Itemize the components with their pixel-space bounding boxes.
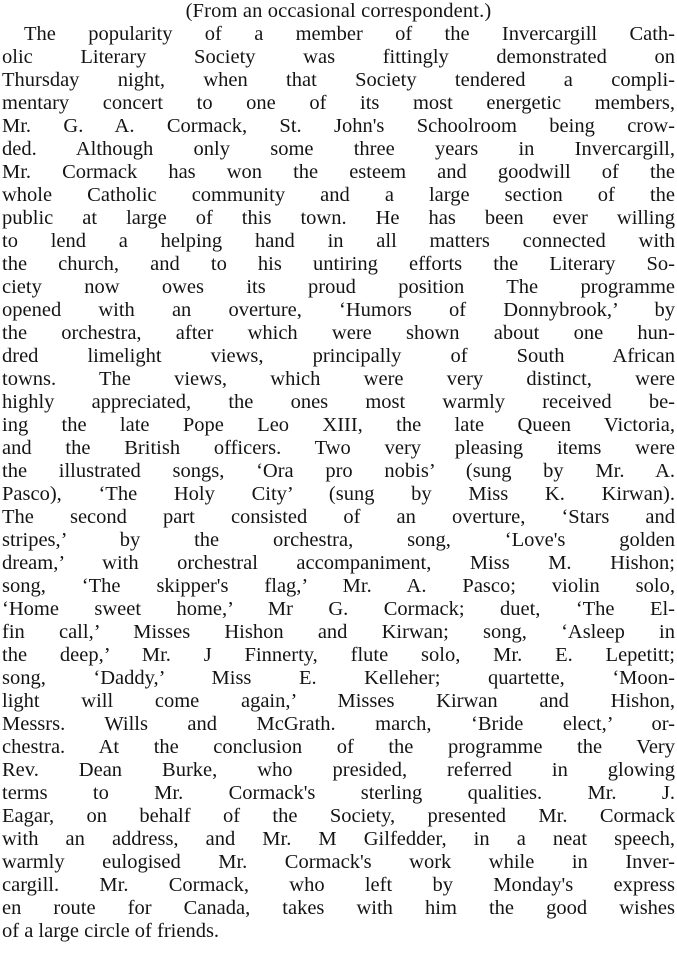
article-line: terms to Mr. Cormack's sterling qualities. Mr. J. [2, 782, 675, 804]
article-line: with an address, and Mr. M Gilfedder, in a neat speech, [2, 828, 675, 850]
article-line: to lend a helping hand in all matters connected with [2, 230, 675, 252]
article-line: public at large of this town. He has been ever willing [2, 207, 675, 229]
article-line: opened with an overture, ‘Humors of Donnybrook,’ by [2, 299, 675, 321]
article-line: Pasco), ‘The Holy City’ (sung by Miss K. Kirwan). [2, 483, 675, 505]
article-line: and the British officers. Two very pleasing items were [2, 437, 675, 459]
article-line: song, ‘The skipper's flag,’ Mr. A. Pasco; violin solo, [2, 575, 675, 597]
article-line: whole Catholic community and a large section of the [2, 184, 675, 206]
article-line: Thursday night, when that Society tendered a compli- [2, 69, 675, 91]
article-line: highly appreciated, the ones most warmly received be- [2, 391, 675, 413]
article-line: Mr. G. A. Cormack, St. John's Schoolroom being crow- [2, 115, 675, 137]
article-line: The popularity of a member of the Invercargill Cath- [24, 23, 675, 45]
article-line: warmly eulogised Mr. Cormack's work while in Inver- [2, 851, 675, 873]
article-line: the illustrated songs, ‘Ora pro nobis’ (sung by Mr. A. [2, 460, 675, 482]
article-line: of a large circle of friends. [2, 920, 220, 942]
article-line: dred limelight views, principally of South African [2, 345, 675, 367]
article-line: dream,’ with orchestral accompaniment, Miss M. Hishon; [2, 552, 675, 574]
article-line: en route for Canada, takes with him the good wishes [2, 897, 675, 919]
article-line: the church, and to his untiring efforts the Literary So- [2, 253, 675, 275]
article-line: olic Literary Society was fittingly demonstrated on [2, 46, 675, 68]
article-line: ded. Although only some three years in Invercargill, [2, 138, 675, 160]
article-line: chestra. At the conclusion of the programme the Very [2, 736, 675, 758]
article-line: Messrs. Wills and McGrath. march, ‘Bride elect,’ or- [2, 713, 675, 735]
article-line: ciety now owes its proud position The programme [2, 276, 675, 298]
article-line: Mr. Cormack has won the esteem and goodwill of the [2, 161, 675, 183]
article-line: light will come again,’ Misses Kirwan and Hishon, [2, 690, 675, 712]
article-line: ing the late Pope Leo XIII, the late Queen Victoria, [2, 414, 675, 436]
article-body [2, 23, 675, 943]
article-line: song, ‘Daddy,’ Miss E. Kelleher; quartette, ‘Moon- [2, 667, 675, 689]
article-line: towns. The views, which were very distinct, were [2, 368, 675, 390]
article-line: the orchestra, after which were shown about one hun- [2, 322, 675, 344]
article-line: cargill. Mr. Cormack, who left by Monday's express [2, 874, 675, 896]
article-line: the deep,’ Mr. J Finnerty, flute solo, Mr. E. Lepetitt; [2, 644, 675, 666]
article-line: Eagar, on behalf of the Society, presented Mr. Cormack [2, 805, 675, 827]
article-line: fin call,’ Misses Hishon and Kirwan; song, ‘Asleep in [2, 621, 675, 643]
article-line: The second part consisted of an overture, ‘Stars and [2, 506, 675, 528]
article-line: ‘Home sweet home,’ Mr G. Cormack; duet, ‘The El- [2, 598, 675, 620]
article-line: Rev. Dean Burke, who presided, referred in glowing [2, 759, 675, 781]
byline: (From an occasional correspondent.) [185, 0, 492, 22]
article-line: stripes,’ by the orchestra, song, ‘Love's golden [2, 529, 675, 551]
article-line: mentary concert to one of its most energetic members, [2, 92, 675, 114]
